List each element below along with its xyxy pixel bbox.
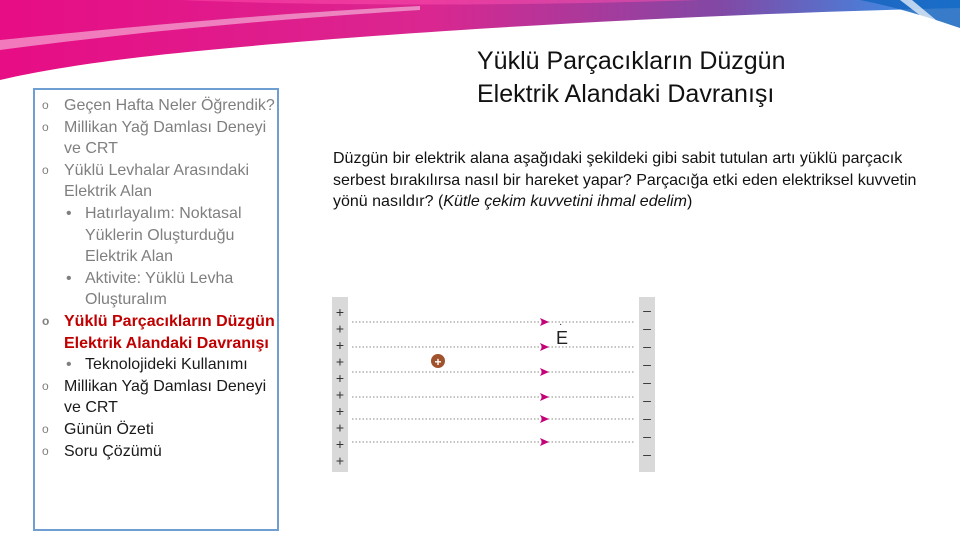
agenda-item-label: Millikan Yağ Damlası Deneyi ve CRT [64, 118, 267, 158]
minus-sign: – [643, 410, 651, 426]
field-lines [352, 322, 635, 442]
bullet-icon: o [42, 313, 50, 328]
plus-sign: + [335, 452, 345, 469]
agenda-item[interactable] [35, 441, 277, 463]
positive-plate-signs [336, 304, 344, 469]
agenda-item-label: Yüklü Levhalar Arasındaki Elektrik Alan [64, 161, 249, 201]
agenda-item-label: Millikan Yağ Damlası Deneyi ve CRT [64, 377, 267, 417]
agenda-item[interactable] [35, 95, 277, 117]
minus-sign: – [643, 446, 651, 462]
plus-sign: + [335, 403, 345, 419]
minus-sign: – [643, 356, 651, 372]
bullet-icon: o [42, 162, 49, 177]
agenda-item-label: Teknolojideki Kullanımı [85, 356, 248, 374]
electric-field-diagram [332, 297, 657, 472]
bullet-icon: • [66, 269, 72, 287]
bullet-icon: o [42, 119, 49, 134]
slide-title [477, 45, 937, 111]
plus-sign: + [335, 353, 345, 370]
plus-sign: + [335, 436, 345, 452]
agenda-item-label: Günün Özeti [64, 420, 154, 438]
agenda-item-label: Aktivite: Yüklü Levha Oluşturalım [85, 269, 234, 309]
particle-sign: + [434, 355, 442, 369]
body-italic-text: Kütle çekim kuvvetini ihmal edelim [443, 193, 687, 210]
field-label-e: E [556, 328, 569, 348]
agenda-item[interactable] [35, 117, 277, 160]
agenda-item-label: Hatırlayalım: Noktasal Yüklerin Oluşturduğu Elektrik Alan [85, 204, 242, 266]
plus-sign: + [335, 386, 345, 403]
agenda-item[interactable] [35, 354, 277, 376]
agenda-item-label: Geçen Hafta Neler Öğrendik? [64, 97, 275, 114]
agenda-item[interactable] [35, 268, 277, 311]
agenda-item[interactable] [35, 311, 277, 354]
bullet-icon: o [42, 378, 49, 393]
plus-sign: + [335, 320, 345, 337]
agenda-list [35, 95, 277, 462]
field-label-e-vector-mark: · [559, 319, 563, 330]
bullet-icon: o [42, 98, 49, 112]
plus-sign: + [335, 304, 345, 320]
minus-sign: – [643, 428, 651, 444]
plus-sign: + [335, 337, 345, 353]
minus-sign: – [643, 338, 651, 354]
negative-plate-signs [643, 302, 651, 462]
bullet-icon: • [66, 204, 72, 222]
plus-sign: + [335, 419, 345, 436]
agenda-item-label: Soru Çözümü [64, 442, 162, 460]
bullet-icon: o [42, 421, 49, 436]
minus-sign: – [643, 374, 651, 390]
minus-sign: – [643, 320, 651, 336]
agenda-item-label: Yüklü Parçacıkların Düzgün Elektrik Alandaki Davranışı [64, 312, 275, 352]
field-arrows [540, 318, 549, 446]
slide-body-text [333, 148, 933, 213]
minus-sign: – [643, 392, 651, 408]
bullet-icon: • [66, 356, 72, 374]
body-end-text: ) [686, 193, 693, 210]
agenda-item[interactable] [35, 160, 277, 203]
bullet-icon: o [42, 443, 49, 458]
body-main-text: Düzgün bir elektrik alana aşağıdaki şekildeki gibi sabit tutulan artı yüklü parçacık serbest bırakılırsa nasıl bir hareket yapar? Parçacığa etki eden elektriksel kuvvetin yönü nasıldır? ( [333, 150, 917, 210]
slide-title-line-1: Yüklü Parçacıkların Düzgün [477, 47, 786, 75]
minus-sign: – [643, 302, 651, 318]
slide-title-line-2: Elektrik Alandaki Davranışı [477, 80, 775, 108]
agenda-item[interactable] [35, 419, 277, 441]
agenda-item[interactable] [35, 376, 277, 419]
plus-sign: + [335, 370, 345, 386]
agenda-item[interactable] [35, 203, 277, 268]
agenda-outline-panel [33, 88, 279, 531]
